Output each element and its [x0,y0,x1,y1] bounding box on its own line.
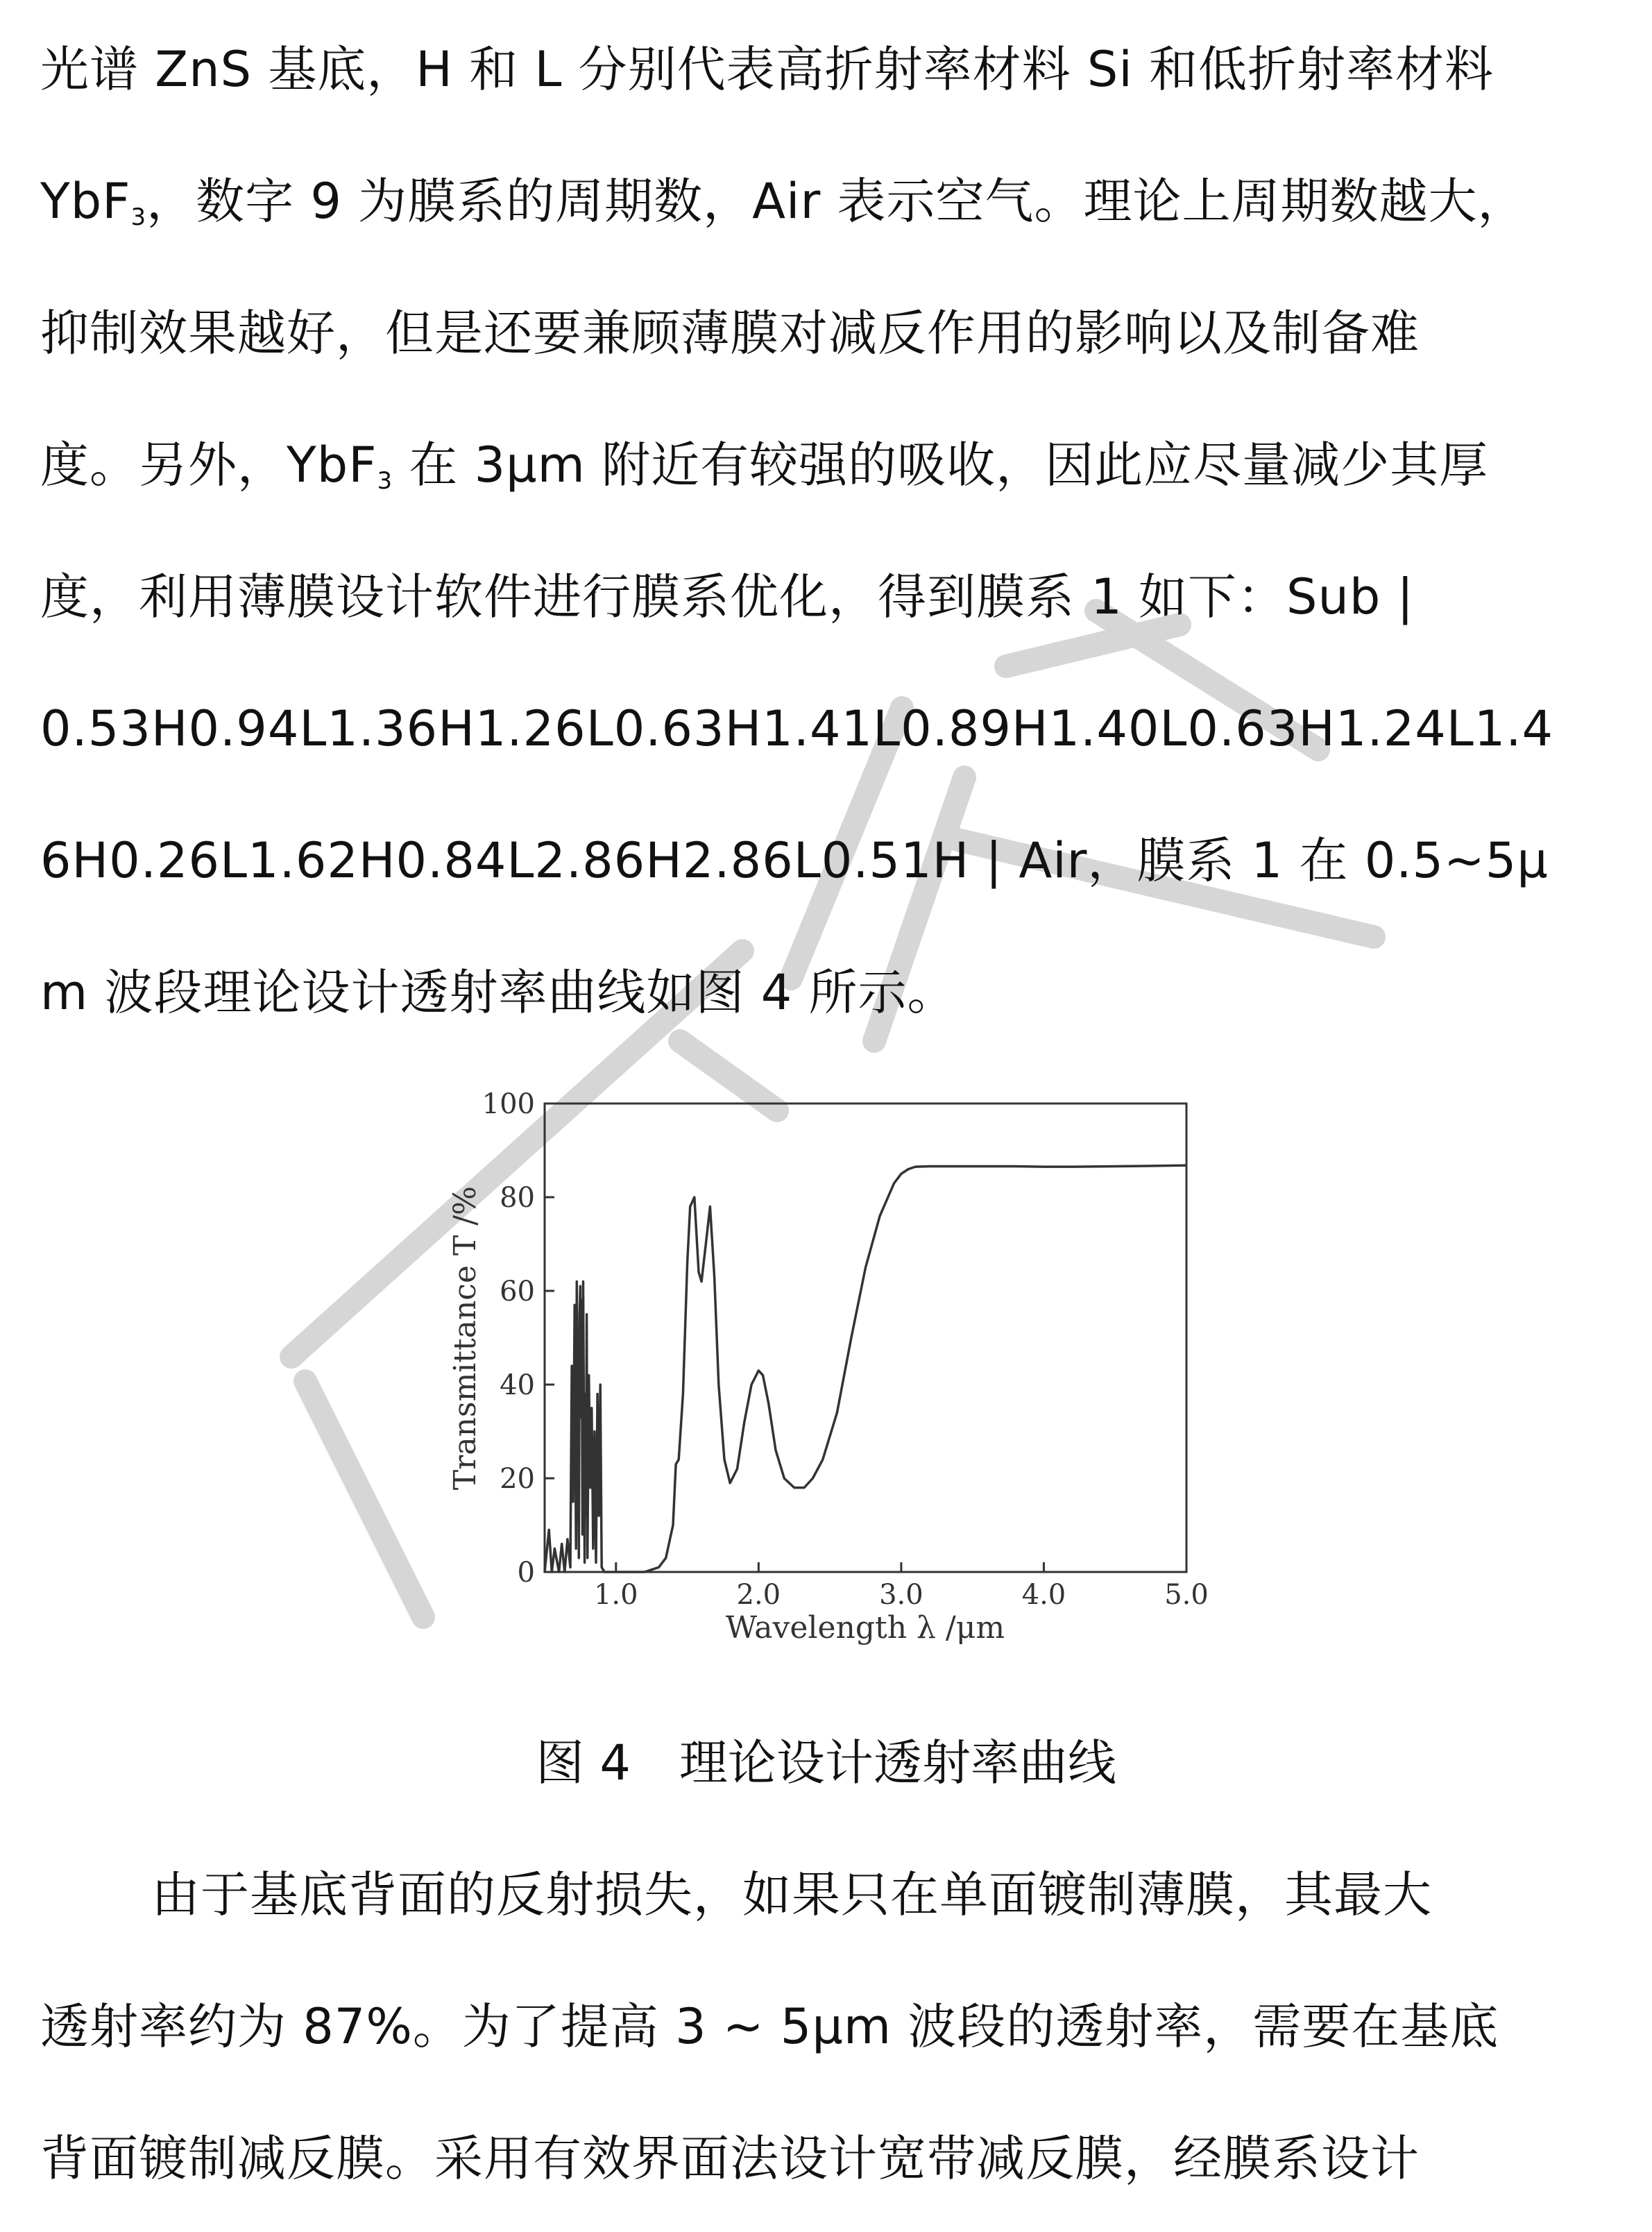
x-axis-label: Wavelength λ /μm [725,1610,1005,1646]
figure-number: 图 4 [536,1734,631,1791]
y-tick-label: 40 [500,1369,535,1401]
para1-line-4-start: 度。另外，YbF [40,437,377,493]
transmittance-chart [416,1062,1235,1666]
para1-line-4-rest: 在 3μm 附近有较强的吸收，因此应尽量减少其厚 [393,437,1489,493]
para1-line-2 [40,167,1615,252]
y-tick-label: 60 [500,1276,535,1308]
figure-caption [0,1728,1652,1798]
para2-line-2: 透射率约为 87%。为了提高 3 ~ 5μm 波段的透射率，需要在基底 [40,1998,1499,2055]
para2-line-3: 背面镀制减反膜。采用有效界面法设计宽带减反膜，经膜系设计 [40,2130,1420,2187]
x-tick-label: 3.0 [879,1579,923,1611]
ybf3-subscript: 3 [130,203,147,231]
para1-line-2-rest: ，数字 9 为膜系的周期数，Air 表示空气。理论上周期数越大， [146,173,1527,230]
ybf3-base: YbF [40,173,131,230]
x-tick-label: 4.0 [1021,1579,1066,1611]
para1-line-1: 光谱 ZnS 基底，H 和 L 分别代表高折射率材料 Si 和低折射率材料 [40,41,1495,98]
plot-frame [545,1104,1186,1572]
x-tick-label: 1.0 [593,1579,638,1611]
para1-line-4 [40,430,1615,516]
y-tick-label: 80 [500,1182,535,1214]
para1-line-8: m 波段理论设计透射率曲线如图 4 所示。 [40,964,957,1021]
x-axis [594,1562,1209,1611]
para1-line-5: 度，利用薄膜设计软件进行膜系优化，得到膜系 1 如下：Sub | [40,568,1415,625]
para1-line-7: 6H0.26L1.62H0.84L2.86H2.86L0.51H | Air，膜系 1 在 0.5~5μ [40,832,1549,889]
y-axis-label: Transmittance T /% [448,1186,483,1490]
para2-line-1: 由于基底背面的反射损失，如果只在单面镀制薄膜，其最大 [151,1866,1432,1923]
y-tick-label: 20 [500,1463,535,1495]
ybf3-subscript: 3 [377,467,393,495]
figure-title: 理论设计透射率曲线 [679,1734,1116,1791]
para1-line-6: 0.53H0.94L1.36H1.26L0.63H1.41L0.89H1.40L0.63H1.24L1.4 [40,700,1554,757]
x-tick-label: 2.0 [736,1579,781,1611]
y-axis [482,1088,554,1589]
y-tick-label: 0 [517,1557,535,1589]
y-tick-label: 100 [482,1088,535,1120]
x-tick-label: 5.0 [1164,1579,1209,1611]
para1-line-3: 抑制效果越好，但是还要兼顾薄膜对减反作用的影响以及制备难 [40,305,1420,362]
transmittance-curve [545,1165,1186,1572]
